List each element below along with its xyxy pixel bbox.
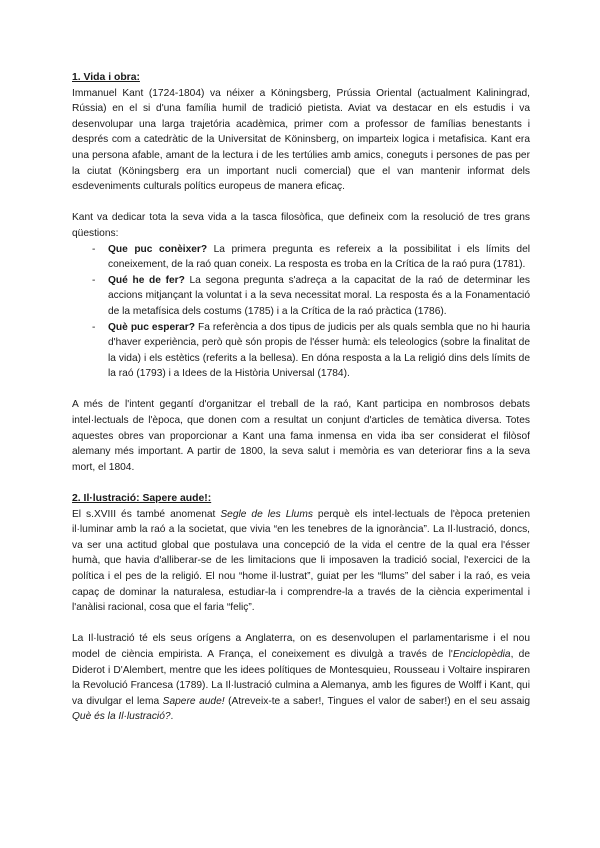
italic-term-enciclopedia: Enciclopèdia	[452, 648, 511, 660]
paragraph-gap	[72, 616, 530, 632]
italic-term-sapere-aude: Sapere aude!	[162, 695, 225, 707]
paragraph-gap	[72, 382, 530, 398]
section-1-paragraph-3: A més de l'intent gegantí d'organitzar el treball de la raó, Kant participa en nombrosos debats intel·lectuals de l'època, que donen com a resultat un conjunt d'articles de temàtica diversa. Totes aquestes obres van proporcionar a Kant una fama inmensa en vida iba ser considerat el filòsof alemany més important. A partir de 1800, la seva salut i memòria es van deteriorar fins a la seva mort, el 1804.	[72, 399, 530, 473]
list-item-question-3	[72, 320, 530, 382]
list-bullet: -	[92, 243, 96, 255]
list-item-question-1	[72, 242, 530, 273]
text-run: (Atreveix-te a saber!, Tingues el valor de saber!) en el seu assaig	[224, 695, 530, 707]
text-run: .	[170, 711, 174, 723]
text-run: , de Diderot i D'Alembert, mentre que les idees polítiques de Montesquieu, Rousseau i Voltaire inspiraren la Revolució Francesa (1789). La Il·lustració culmina a Alemanya, amb les figures de Wolff i Kant, qui va divulgar el lema	[72, 648, 530, 707]
section-1-heading: 1. Vida i obra:	[72, 72, 140, 83]
italic-term-essay-title: Què és la Il·lustració?	[72, 711, 171, 723]
paragraph-gap	[72, 195, 530, 211]
list-bullet: -	[92, 321, 96, 333]
list-item-question-2	[72, 273, 530, 320]
section-2-paragraph-1	[72, 507, 530, 616]
italic-term-segle-de-les-llums: Segle de les Llums	[220, 508, 313, 520]
list-bullet: -	[92, 274, 96, 286]
question-1-text: La primera pregunta es refereix a la possibilitat i els límits del coneixement, de la raó quan coneix. La resposta es troba en la Crítica de la raó pura (1781).	[108, 243, 530, 271]
section-2-paragraph-2	[72, 631, 530, 725]
question-1-title: Que puc conèixer?	[108, 243, 208, 255]
section-1-paragraph-1: Immanuel Kant (1724-1804) va néixer a Köningsberg, Prússia Oriental (actualment Kaliningrad, Rússia) en el si d'una família humil de tradició pietista. Aviat va destacar en els estudis i va desenvolupar una larga trajetória acadèmica, primer com a professor de famílias benestants i després com a catedràtic de la Universitat de Köninsberg, on imparteix logica i metafisica. Kant era una persona afable, amant de la lectura i de les tertúlies amb amics, coneguts i persones de pas per la ciutat (Köningsberg era un important nucli comercial) que el van mantenir informat dels esdeveniments culturals polítics europeus de manera eficaç.	[72, 87, 530, 193]
text-run: La Il·lustració té els seus orígens a Anglaterra, on es desenvolupen el parlamentarisme i el nou model de ciència empirista. A França, el coneixement es divulgà a través de l'	[72, 633, 530, 660]
text-run: perquè els intel·lectuals de l'època pretenien il·luminar amb la raó a la societat, que vivia “en les tenebres de la ignorància”. La Il·lustració, doncs, va ser una actitud global que postulava una concepció de la vida el centre de la qual era l'ésser humà, que havia d'alliberar-se de les limitacions que li imposaven la tradició social, l'exercici de la política i el pes de la religió. El nou “home il·lustrat”, guiat per les “llums” del saber i la raó, es veia capaç de dominar la naturalesa, estudiar-la i comprendre-la a través de la ciència experimental i l'anàlisi racional, cosa que el faria “feliç”.	[72, 508, 530, 614]
question-2-text: La segona pregunta s'adreça a la capacitat de la raó de determinar les accions mitjançant la voluntat i a la seva necessitat moral. La resposta és a la Fonamentació de la metafísica dels costums (1785) i a la Crítica de la raó pràctica (1786).	[108, 274, 531, 317]
section-1-paragraph-2: Kant va dedicar tota la seva vida a la tasca filosòfica, que defineix com la resolució de tres grans qüestions:	[72, 212, 530, 239]
question-2-title: Qué he de fer?	[108, 274, 185, 286]
paragraph-gap	[72, 475, 530, 491]
question-3-title: Què puc esperar?	[108, 321, 195, 333]
question-3-text: Fa referència a dos tipus de judicis per als quals sembla que no hi hauria d'haver experiència, però què són propis de l'ésser humà: els teleologics (sobre la finalitat de la vida) i els estètics (referits a la bellesa). En dóna resposta a la La religió dins dels límits de la raó (1793) i a Idees de la Història Universal (1784).	[108, 321, 531, 380]
section-2-heading: 2. Il·lustració: Sapere aude!:	[72, 493, 212, 505]
document-page	[72, 70, 530, 725]
questions-list	[72, 242, 530, 382]
text-run: El s.XVIII és també anomenat	[72, 508, 221, 520]
